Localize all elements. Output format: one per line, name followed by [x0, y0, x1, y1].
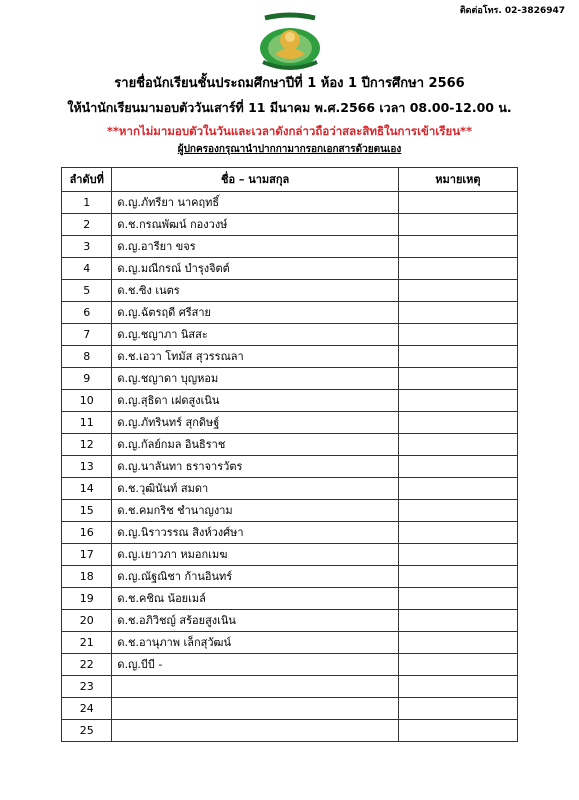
document-title: รายชื่อนักเรียนชั้นประถมศึกษาปีที่ 1 ห้อง 1 ปีการศึกษา 2566: [114, 76, 465, 91]
row-number: 19: [62, 588, 112, 610]
row-number: 1: [62, 192, 112, 214]
row-remark: [398, 412, 517, 434]
table-row: [62, 698, 518, 720]
column-header-name: ชื่อ – นามสกุล: [112, 168, 398, 192]
row-remark: [398, 566, 517, 588]
student-name: [112, 720, 398, 742]
row-number: 25: [62, 720, 112, 742]
table-row: [62, 654, 518, 676]
student-name: ด.ญ.ชญาดา บุญหอม: [112, 368, 398, 390]
table-row: [62, 478, 518, 500]
row-number: 20: [62, 610, 112, 632]
row-remark: [398, 654, 517, 676]
table-row: [62, 258, 518, 280]
student-name: [112, 676, 398, 698]
row-number: 3: [62, 236, 112, 258]
row-number: 14: [62, 478, 112, 500]
row-remark: [398, 214, 517, 236]
student-name: ด.ญ.ชญาภา นิสสะ: [112, 324, 398, 346]
row-remark: [398, 588, 517, 610]
row-remark: [398, 456, 517, 478]
student-name: ด.ญ.บีบี -: [112, 654, 398, 676]
table-header-row: [62, 168, 518, 192]
student-name: ด.ญ.นาลันทา ธราจารวัตร: [112, 456, 398, 478]
row-remark: [398, 368, 517, 390]
table-row: [62, 456, 518, 478]
student-name: [112, 698, 398, 720]
row-remark: [398, 478, 517, 500]
row-number: 17: [62, 544, 112, 566]
row-remark: [398, 236, 517, 258]
row-remark: [398, 390, 517, 412]
column-header-remark: หมายเหตุ: [398, 168, 517, 192]
student-name: ด.ช.อานุภาพ เล็กสุวัฒน์: [112, 632, 398, 654]
student-name: ด.ช.คชิณ น้อยเมล์: [112, 588, 398, 610]
table-row: [62, 566, 518, 588]
row-number: 11: [62, 412, 112, 434]
contact-phone: ติดต่อโทร. 02-3826947: [459, 6, 565, 16]
school-emblem-icon: [253, 12, 327, 72]
row-number: 13: [62, 456, 112, 478]
table-row: [62, 522, 518, 544]
row-remark: [398, 346, 517, 368]
row-number: 21: [62, 632, 112, 654]
student-name: ด.ญ.ฉัตรฤดี ศรีสาย: [112, 302, 398, 324]
row-number: 18: [62, 566, 112, 588]
student-name: ด.ช.กรณพัฒน์ กองวงษ์: [112, 214, 398, 236]
row-remark: [398, 500, 517, 522]
student-name: ด.ญ.อารียา ขจร: [112, 236, 398, 258]
row-remark: [398, 280, 517, 302]
row-number: 6: [62, 302, 112, 324]
row-remark: [398, 698, 517, 720]
student-name: ด.ช.คมกริช ชำนาญงาม: [112, 500, 398, 522]
row-remark: [398, 434, 517, 456]
student-table: [61, 167, 518, 742]
student-name: ด.ช.เอวา โทมัส สุวรรณลา: [112, 346, 398, 368]
row-number: 10: [62, 390, 112, 412]
student-name: ด.ช.อภิวิชญ์ สร้อยสูงเนิน: [112, 610, 398, 632]
table-row: [62, 192, 518, 214]
table-row: [62, 280, 518, 302]
row-number: 12: [62, 434, 112, 456]
row-number: 5: [62, 280, 112, 302]
table-row: [62, 676, 518, 698]
table-row: [62, 544, 518, 566]
row-number: 23: [62, 676, 112, 698]
row-number: 7: [62, 324, 112, 346]
student-name: ด.ญ.ณัฐณิชา ก้านอินทร์: [112, 566, 398, 588]
row-number: 8: [62, 346, 112, 368]
table-row: [62, 500, 518, 522]
student-name: ด.ญ.มณีกรณ์ บำรุงจิตต์: [112, 258, 398, 280]
table-row: [62, 610, 518, 632]
row-number: 15: [62, 500, 112, 522]
row-remark: [398, 324, 517, 346]
row-remark: [398, 632, 517, 654]
student-name: ด.ช.ซิง เนตร: [112, 280, 398, 302]
table-row: [62, 236, 518, 258]
student-name: ด.ญ.สุธิดา เฝดสูงเนิน: [112, 390, 398, 412]
table-row: [62, 346, 518, 368]
table-row: [62, 214, 518, 236]
table-body: [62, 192, 518, 742]
table-row: [62, 434, 518, 456]
table-row: [62, 412, 518, 434]
student-name: ด.ญ.เยาวภา หมอกเมฆ: [112, 544, 398, 566]
row-remark: [398, 610, 517, 632]
row-number: 9: [62, 368, 112, 390]
document-subtitle: ให้นำนักเรียนมามอบตัววันเสาร์ที่ 11 มีนาคม พ.ศ.2566 เวลา 08.00-12.00 น.: [67, 100, 512, 115]
row-remark: [398, 544, 517, 566]
title-block: [0, 74, 579, 157]
table-row: [62, 368, 518, 390]
student-name: ด.ญ.ภัทรินทร์ สุกดิษฐ์: [112, 412, 398, 434]
student-name: ด.ญ.ภัทรียา นาคฤทธิ์: [112, 192, 398, 214]
row-remark: [398, 522, 517, 544]
row-number: 24: [62, 698, 112, 720]
row-number: 22: [62, 654, 112, 676]
student-name: ด.ญ.นิราวรรณ สิงห์วงศ์ษา: [112, 522, 398, 544]
student-name: ด.ญ.กัลย์กมล อินธิราช: [112, 434, 398, 456]
table-row: [62, 632, 518, 654]
table-row: [62, 390, 518, 412]
row-remark: [398, 302, 517, 324]
table-row: [62, 720, 518, 742]
row-remark: [398, 258, 517, 280]
table-row: [62, 302, 518, 324]
row-number: 4: [62, 258, 112, 280]
column-header-number: ลำดับที่: [62, 168, 112, 192]
row-number: 2: [62, 214, 112, 236]
row-remark: [398, 720, 517, 742]
table-row: [62, 324, 518, 346]
row-remark: [398, 192, 517, 214]
row-number: 16: [62, 522, 112, 544]
warning-text: **หากไม่มามอบตัวในวันและเวลาดังกล่าวถือว่าสละสิทธิในการเข้าเรียน**: [106, 124, 473, 138]
row-remark: [398, 676, 517, 698]
guardian-note: ผู้ปกครองกรุณานำปากกามากรอกเอกสารด้วยตนเอง: [177, 144, 402, 155]
table-row: [62, 588, 518, 610]
student-name: ด.ช.วุฒินันท์ สมดา: [112, 478, 398, 500]
